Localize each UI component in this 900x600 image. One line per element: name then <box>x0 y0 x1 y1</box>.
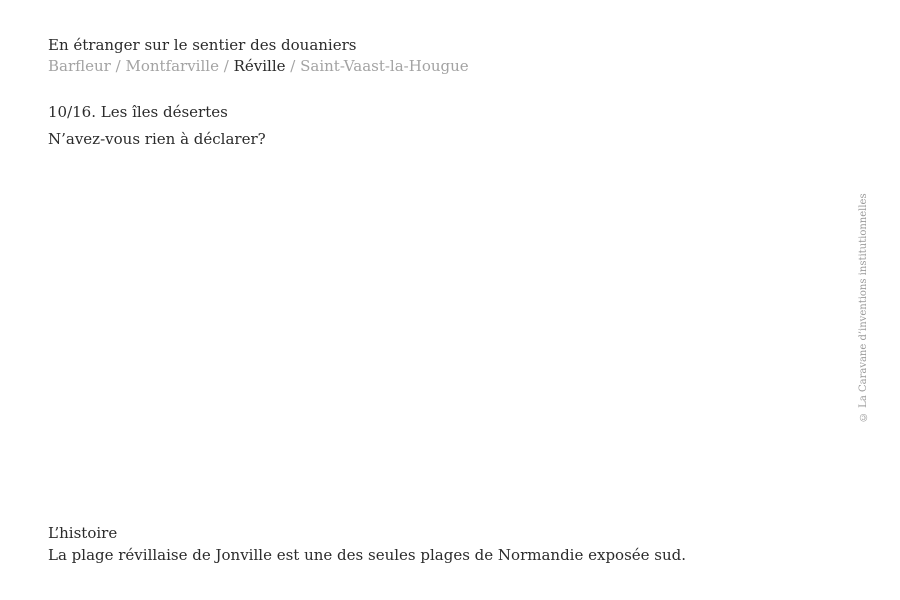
series-title: En étranger sur le sentier des douaniers <box>48 36 357 54</box>
copyright-notice: © La Caravane d’inventions institutionnelles <box>858 193 869 422</box>
breadcrumb-item-saint-vaast: Saint-Vaast-la-Hougue <box>300 57 469 75</box>
breadcrumb-separator: / <box>290 57 301 75</box>
history-label: L’histoire <box>48 524 118 542</box>
breadcrumb-item-montfarville: Montfarville <box>125 57 219 75</box>
breadcrumb-item-barfleur: Barfleur <box>48 57 111 75</box>
card-heading: 10/16. Les îles désertes <box>48 103 228 121</box>
breadcrumb-separator: / <box>115 57 126 75</box>
breadcrumb-item-reville: Réville <box>233 57 286 75</box>
breadcrumb <box>48 56 469 76</box>
card-question: N’avez-vous rien à déclarer? <box>48 130 266 148</box>
breadcrumb-separator: / <box>223 57 234 75</box>
history-text: La plage révillaise de Jonville est une des seules plages de Normandie exposée sud. <box>48 546 687 564</box>
